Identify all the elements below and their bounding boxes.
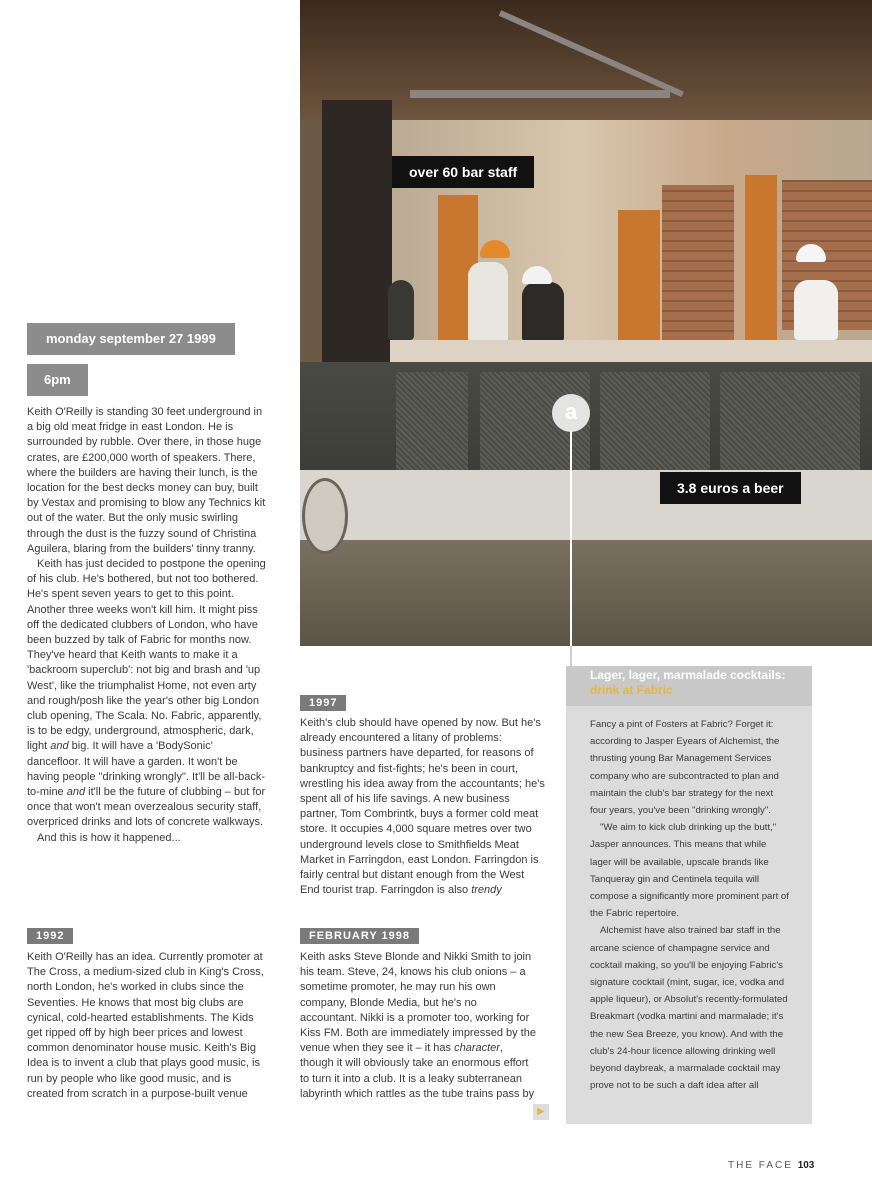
page-footer [728, 1160, 814, 1171]
sidebar-text [590, 716, 790, 1094]
year-1997-heading: 1997 [300, 695, 346, 711]
page-number: 103 [797, 1160, 815, 1171]
intro-paragraph-3: And this is how it happened... [37, 831, 181, 844]
intro-text [27, 405, 268, 846]
section-1997-text: Keith's club should have opened by now. But he's already encountered a litany of problems: business partners have departed, for reasons of bankruptcy and fist-fights; he's been in court, wrestling his idea away from the accountants; he's spent all of his life savings. A new business partner, Tom Combrintk, buys a former cold meat store. It occupies 4,000 square metres over two underground levels close to Smithfields Meat Market in Farringdon, east London. Farringdon is fairly central but distant enough from the West End tourist trap. Farringdon is also trendy [300, 717, 545, 897]
magazine-name: THE FACE [728, 1160, 793, 1171]
photo-cable-reel [302, 478, 348, 554]
photo-mesh-panel [600, 372, 710, 472]
continue-arrow-icon: ▶ [533, 1104, 549, 1120]
photo-worker [468, 262, 508, 342]
bar-staff-label: over 60 bar staff [392, 156, 534, 188]
club-construction-photo [300, 0, 872, 646]
section-1998-text: Keith asks Steve Blonde and Nikki Smith to join his team. Steve, 24, knows his club onions – a sometime promoter, he may run his own company, Blonde Media, but he's no accountant. Nikki is a promoter too, working for Kiss FM. Both are immediately impressed by the venue when they see it – it has character, though it will obviously take an enormous effort to turn it into a club. It is a leaky subterranean labyrinth which rattles as the tube trains pass by [300, 951, 536, 1100]
date-heading: monday september 27 1999 [27, 323, 235, 355]
sidebar-paragraph-2: "We aim to kick club drinking up the butt," Jasper announces. This means that while lager will be available, upscale brands like Tanqueray gin and Centinela tequila will compose a significantly more prominent part of the Fabric repertoire. [590, 822, 789, 920]
photo-orange-panel [618, 210, 660, 345]
section-1992-text: Keith O'Reilly has an idea. Currently promoter at The Cross, a medium-sized club in King's Cross, north London, he's worked in clubs since the Seventies. He knows that most big clubs are cynical, cold-hearted establishments. The Kids get ripped off by high beer prices and lowest common denominator house music. Keith's Big Idea is to invent a club that plays good music, is run by people who like good music, and is created from scratch in a purpose-built venue [27, 951, 264, 1100]
beer-price-label: 3.8 euros a beer [660, 472, 801, 504]
photo-floor [300, 540, 872, 646]
photo-mesh-panel [396, 372, 468, 472]
photo-brick-wall [662, 185, 734, 340]
photo-worker [794, 280, 838, 340]
intro-paragraph-1: Keith O'Reilly is standing 30 feet underground in a big old meat fridge in east London. He is surrounded by rubble. Over there, in those huge crates, are £200,000 worth of speakers. There, where the builders are having their lunch, is the location for the best decks money can buy, built by Vestax and promising to blow any Technics kit out of the water. But the only music swirling through the dust is the fuzzy sound of Christina Aguilera, blaring from the builders' tinny tranny. [27, 406, 266, 555]
sidebar-title: Lager, lager, marmalade cocktails: drink at Fabric [590, 668, 786, 697]
sidebar-paragraph-3: Alchemist have also trained bar staff in the arcane science of champagne service and cocktail making, so you'll be enjoying Fabric's signature cocktail (mint, sugar, ice, vodka and apple liqueur), or Absolut's recently-formulated Breakmart (vodka martini and marmalade; it's the new Sea Breeze, you know). And with the club's 24-hour licence allowing drinking well beyond daybreak, a marmalade cocktail may prove not to be such a daft idea after all [590, 925, 788, 1092]
photo-beam [410, 90, 670, 98]
photo-mesh-panel [720, 372, 860, 472]
photo-worker [522, 282, 564, 342]
callout-line [570, 430, 572, 646]
callout-marker-a: a [552, 394, 590, 432]
year-1992-heading: 1992 [27, 928, 73, 944]
callout-line-extension [570, 646, 572, 666]
photo-worker [388, 280, 414, 340]
february-1998-heading: FEBRUARY 1998 [300, 928, 419, 944]
intro-paragraph-2: Keith has just decided to postpone the opening of his club. He's bothered, but not too bothered. He's spent seven years to get to this point. Another three weeks won't kill him. It might piss off the dedicated clubbers of London, who have been buzzed by talk of Fabric for months now. They've heard that Keith wants to make it a 'backroom superclub': not big and brash and 'up West', like the triumphalist Home, not even arty and rough/posh like the year's other big London club opening, The Scala. No. Fabric, apparently, is to be edgy, underground, atmospheric, dark, light and big. It will have a 'BodySonic' dancefloor. It will have a garden. It won't be having people "drinking wrongly". It'll be all-back-to-mine and it'll be the future of clubbing – but for once that won't mean overzealous security staff, overpriced drinks and lots of concrete walkways. [27, 558, 266, 829]
sidebar-paragraph-1: Fancy a pint of Fosters at Fabric? Forget it: according to Jasper Eyears of Alchemist, the thrusting young Bar Management Services company who are subcontracted to plan and maintain the club's bar strategy for the next four years, you've been "drinking wrongly". [590, 719, 780, 817]
photo-orange-panel [745, 175, 777, 345]
time-heading: 6pm [27, 364, 88, 396]
